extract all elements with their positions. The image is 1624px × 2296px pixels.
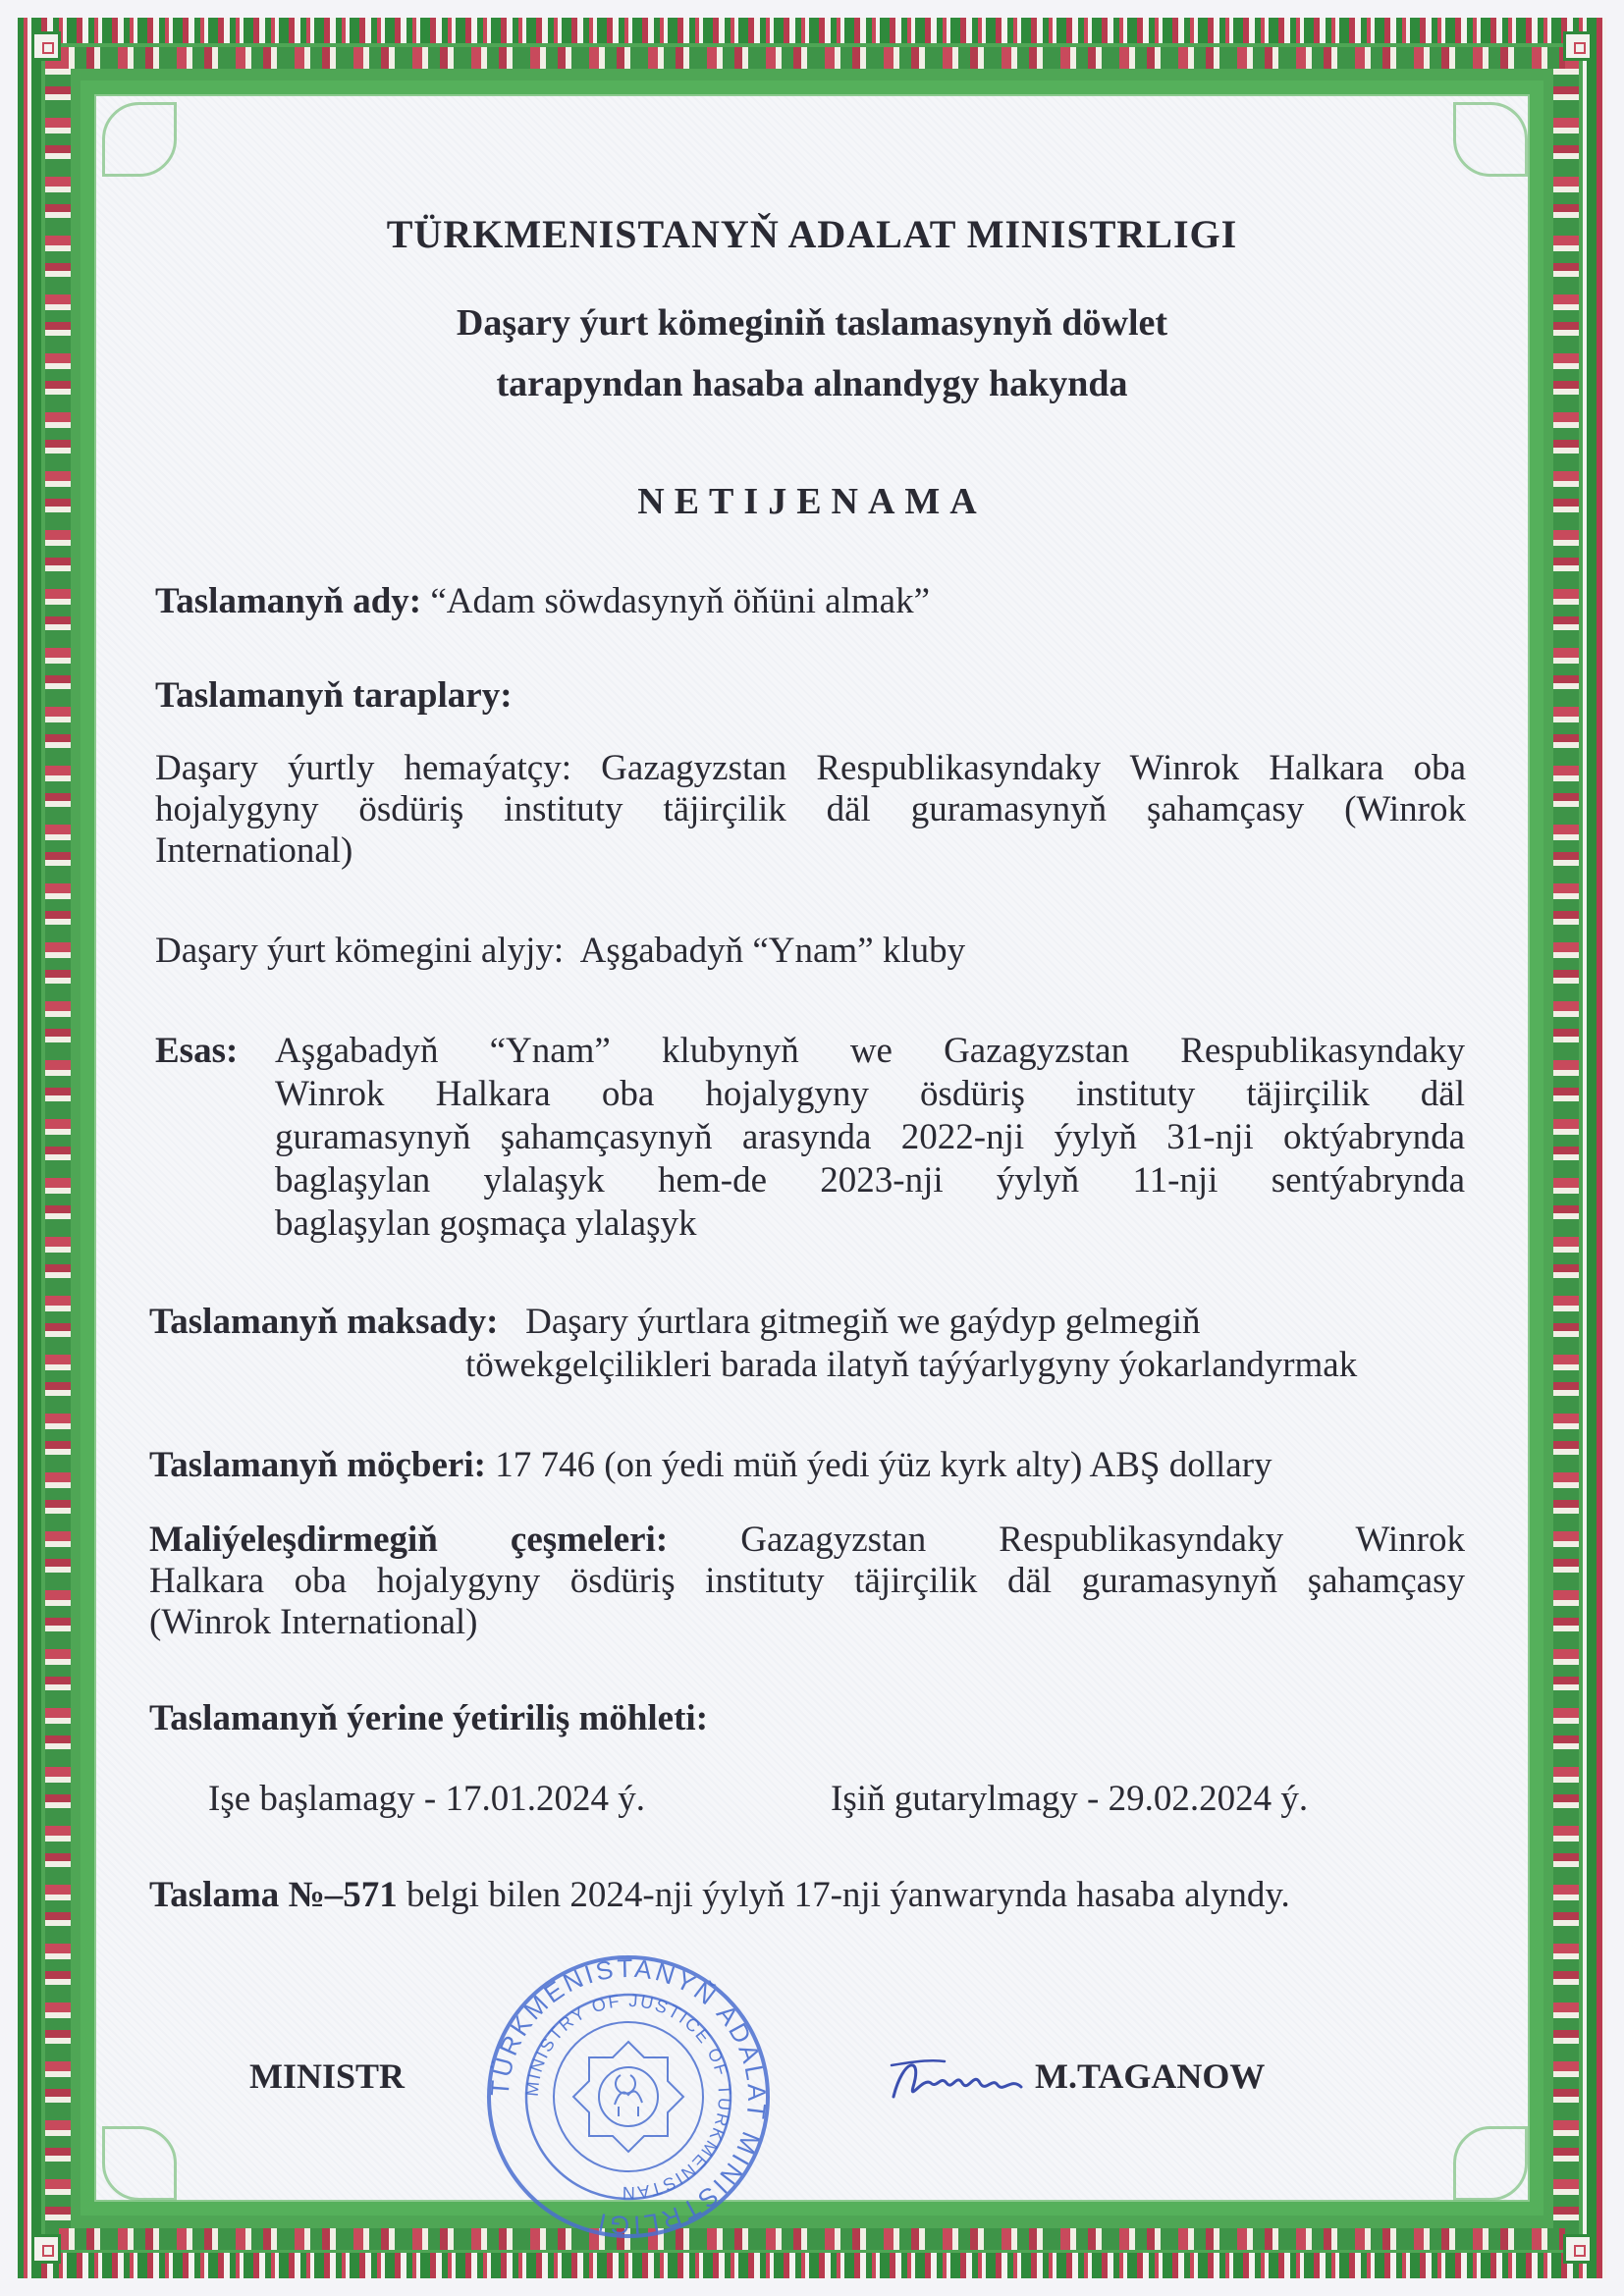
- recipient-value: Aşgabadyň “Ynam” kluby: [579, 931, 966, 971]
- sponsor-line-1: [155, 748, 1466, 789]
- funding-line-2: Halkara oba hojalygyny ösdüriş instituty täjirçilik däl guramasynyň şahamçasy: [149, 1561, 1465, 1601]
- stamp-inner-text: MINISTRY OF JUSTICE OF TURKMENISTAN: [521, 1990, 735, 2204]
- amount-row: [149, 1445, 1272, 1486]
- sponsor-value-1: Gazagyzstan Respublikasyndaky Winrok Halkara oba: [601, 748, 1466, 788]
- subtitle-line-1: Daşary ýurt kömeginiň taslamasynyň döwlet: [456, 302, 1168, 344]
- recipient-label: Daşary ýurt kömegini alyjy:: [155, 931, 565, 971]
- goal-label: Taslamanyň maksady:: [149, 1302, 499, 1342]
- project-parties-label: Taslamanyň taraplary:: [155, 675, 513, 716]
- stamp-emblem-icon: [573, 2042, 683, 2152]
- goal-line-2: töwekgelçilikleri barada ilatyň taýýarlygyny ýokarlandyrmak: [465, 1345, 1358, 1385]
- sponsor-line-2: hojalygyny ösdüriş instituty täjirçilik däl guramasynyň şahamçasy (Winrok: [155, 789, 1466, 829]
- signatory-position: MINISTR: [249, 2056, 406, 2096]
- project-name-value: “Adam söwdasynyň öňüni almak”: [430, 581, 930, 621]
- amount-label: Taslamanyň möçberi:: [149, 1445, 486, 1485]
- ministry-title: TÜRKMENISTANYŇ ADALAT MINISTRLIGI: [386, 212, 1238, 256]
- signatory-name: M.TAGANOW: [1035, 2056, 1266, 2096]
- basis-line-2: Winrok Halkara oba hojalygyny ösdüriş instituty täjirçilik däl: [275, 1074, 1465, 1114]
- sponsor-label: Daşary ýurtly hemaýatçy:: [155, 748, 572, 788]
- goal-line-1: Daşary ýurtlara gitmegiň we gaýdyp gelmegiň: [525, 1302, 1201, 1342]
- term-end: Işiň gutarylmagy - 29.02.2024 ý.: [831, 1779, 1309, 1819]
- funding-line-1: [149, 1520, 1465, 1561]
- official-stamp: [483, 1951, 774, 2242]
- basis-line-4: baglaşylan ylalaşyk hem-de 2023-nji ýylyň 11-nji sentýabrynda: [275, 1160, 1465, 1201]
- document-type: NETIJENAMA: [637, 481, 987, 522]
- basis-label: Esas:: [155, 1031, 239, 1071]
- funding-label: Maliýeleşdirmegiň çeşmeleri:: [149, 1520, 669, 1560]
- funding-line-3: (Winrok International): [149, 1602, 478, 1642]
- project-name-row: [155, 581, 930, 622]
- project-name-label: Taslamanyň ady:: [155, 581, 422, 621]
- registration-row: [149, 1875, 1290, 1916]
- registration-label: Taslama №–571: [149, 1875, 398, 1915]
- basis-line-5: baglaşylan goşmaça ylalaşyk: [275, 1203, 697, 1244]
- stamp-outer-text: TÜRKMENISTANYŇ ADALAT MINISTRLIGI: [484, 1952, 773, 2241]
- term-label: Taslamanyň ýerine ýetiriliş möhleti:: [149, 1698, 709, 1738]
- registration-value: belgi bilen 2024-nji ýylyň 17-nji ýanwarynda hasaba alyndy.: [406, 1875, 1290, 1915]
- signature-image: [884, 2048, 1031, 2116]
- amount-value: 17 746 (on ýedi müň ýedi ýüz kyrk alty) ABŞ dollary: [495, 1445, 1272, 1485]
- subtitle-line-2: tarapyndan hasaba alnandygy hakynda: [496, 363, 1128, 404]
- term-start: Işe başlamagy - 17.01.2024 ý.: [208, 1779, 645, 1819]
- recipient-row: [155, 931, 965, 972]
- funding-value-1: Gazagyzstan Respublikasyndaky Winrok: [740, 1520, 1466, 1560]
- basis-line-1: Aşgabadyň “Ynam” klubynyň we Gazagyzstan Respublikasyndaky: [275, 1031, 1465, 1071]
- goal-row: [149, 1302, 1201, 1343]
- basis-line-3: guramasynyň şahamçasynyň arasynda 2022-nji ýylyň 31-nji oktýabrynda: [275, 1117, 1465, 1157]
- sponsor-line-3: International): [155, 830, 353, 871]
